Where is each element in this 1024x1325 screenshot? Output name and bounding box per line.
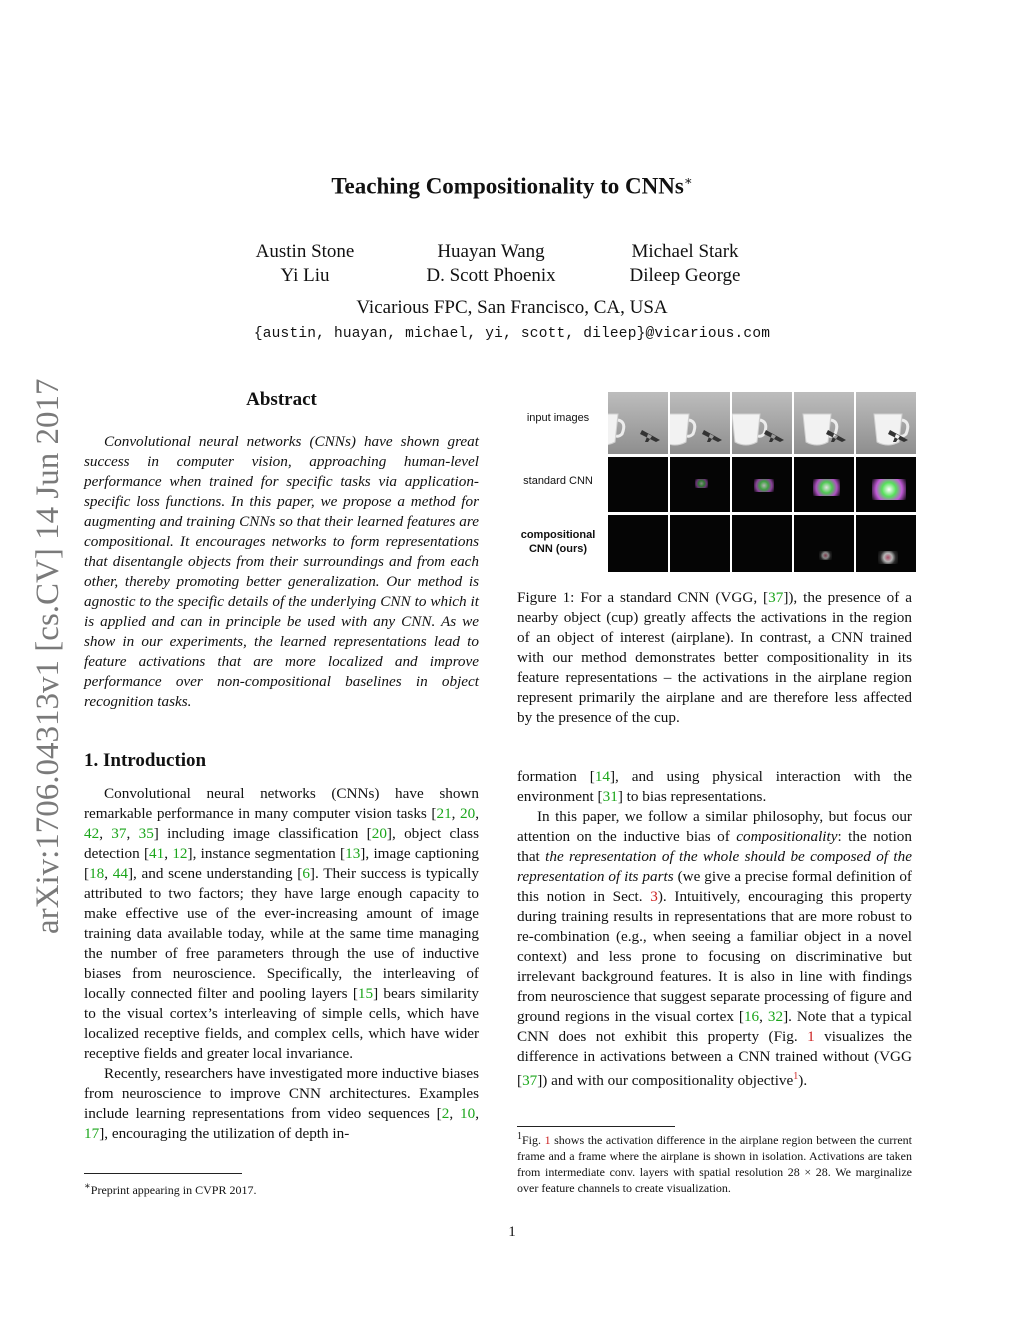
- text-segment: Fig.: [522, 1133, 545, 1147]
- text-segment: ). Intuitively, encouraging this property during training results in representations that are more robust to re-combination (e.g., when seeing a familiar object in a novel context) and less prone to focusing on discriminative but irrelevant background features. It is also in line with findings from neuroscience that suggest separate processing of figure and ground regions in the visual cortex [: [517, 888, 912, 1025]
- standard-cnn-activation-map: [732, 457, 792, 512]
- abstract-body: [84, 432, 479, 712]
- intro-paragraph: [517, 807, 912, 1091]
- activation-blob: [754, 479, 774, 492]
- text-segment: ,: [449, 1105, 461, 1122]
- arxiv-stamp: arXiv:1706.04313v1 [cs.CV] 14 Jun 2017: [30, 378, 66, 934]
- activation-blob: [878, 551, 898, 564]
- activation-blob: [695, 479, 708, 488]
- text-segment: ,: [104, 865, 113, 882]
- text-segment: ] to bias representations.: [617, 788, 767, 805]
- text-segment: ], and using physical interaction with the environment [: [517, 768, 912, 805]
- text-segment: In this paper, we follow a similar philosophy, but focus our attention on the inductive bias of: [517, 808, 912, 845]
- text-segment: ], encouraging the utilization of depth in-: [99, 1125, 350, 1142]
- text-segment: Figure 1: For a standard CNN (VGG, [: [517, 589, 769, 606]
- citation-link[interactable]: 35: [138, 825, 154, 842]
- author-name: Huayan Wang: [437, 241, 545, 262]
- figure-1: [520, 392, 912, 602]
- input-image-thumbnail: [794, 392, 854, 454]
- cross-reference-link[interactable]: 3: [650, 888, 658, 905]
- author-emails: {austin, huayan, michael, yi, scott, dileep}@vicarious.com: [253, 326, 771, 342]
- paper-title: [0, 173, 1024, 200]
- text-segment: ,: [475, 1105, 479, 1122]
- citation-link[interactable]: 42: [84, 825, 100, 842]
- citation-link[interactable]: 20: [460, 805, 476, 822]
- activation-blob: [813, 479, 840, 496]
- footnote-preprint: [84, 1179, 479, 1198]
- footnote-mark: ∗: [84, 1181, 91, 1192]
- input-image-thumbnail: [608, 392, 668, 454]
- citation-link[interactable]: 44: [112, 865, 128, 882]
- caption-text: [517, 588, 912, 728]
- title-footnote-mark: ∗: [683, 173, 693, 188]
- citation-link[interactable]: 6: [302, 865, 310, 882]
- standard-cnn-activation-map: [670, 457, 730, 512]
- text-segment: : the notion that: [517, 828, 912, 865]
- text-segment: visualizes the difference in activations between a CNN trained without (VGG [: [517, 1028, 912, 1090]
- text-segment: ]. Note that a typical CNN does not exhibit this property (Fig.: [517, 1008, 912, 1045]
- text-segment: ,: [451, 805, 461, 822]
- intro-paragraph: [84, 1064, 479, 1144]
- text-segment: shows the activation difference in the airplane region between the current frame and a frame where the airplane is shown in isolation. Activations are taken from intermediate conv. layers with spatial resolution 28 × 28. We marginalize over feature channels to create visualization.: [517, 1133, 912, 1195]
- citation-link[interactable]: 21: [436, 805, 452, 822]
- citation-link[interactable]: 12: [172, 845, 188, 862]
- author-name: Dileep George: [629, 265, 741, 286]
- input-image-thumbnail: [670, 392, 730, 454]
- citation-link[interactable]: 37: [522, 1072, 538, 1090]
- citation-link[interactable]: 18: [89, 865, 105, 882]
- author-name: D. Scott Phoenix: [426, 265, 556, 286]
- text-segment: ,: [475, 805, 480, 822]
- abstract-text: Convolutional neural networks (CNNs) have shown great success in computer vision, approaching human-level performance when trained for specific tasks via application-specific loss functions. In this paper, we propose a method for augmenting and training CNNs so that their learned features are compositional. It encourages networks to form representations that disentangle objects from their surroundings and from each other, thereby promoting better generalization. Our method is agnostic to the specific details of the underlying CNN to which it is applied and can in principle be used with any CNN. As we show in our experiments, the learned representations lead to feature activations that are more localized and improve performance over non-compositional baselines in object recognition tasks.: [84, 433, 479, 710]
- cross-reference-link[interactable]: 1: [544, 1133, 551, 1147]
- text-segment: ], instance segmentation [: [187, 845, 346, 862]
- introduction-body: [84, 784, 479, 1144]
- text-segment: ], and scene understanding [: [127, 865, 303, 882]
- compositional-cnn-activation-map: [856, 515, 916, 572]
- text-segment: ]) and with our compositionality objective: [537, 1072, 794, 1090]
- text-segment: ], object class detection [: [84, 825, 479, 862]
- text-segment: ] including image classification [: [153, 825, 372, 842]
- text-segment: ], image captioning [: [84, 845, 479, 882]
- footnote-rule: [517, 1126, 675, 1127]
- compositional-cnn-activation-map: [670, 515, 730, 572]
- input-image-thumbnail: [732, 392, 792, 454]
- citation-link[interactable]: 17: [84, 1125, 100, 1142]
- text-segment: ]. Their success is typically attributed to two factors; they have large enough capacity to make effective use of the ever-increasing amount of image training data available today, while at the same time managing the number of free parameters through the use of inductive biases from neuroscience. Specifically, the interleaving of locally connected filter and pooling layers [: [84, 865, 479, 1002]
- text-segment: 1: [517, 1131, 522, 1142]
- standard-cnn-activation-map: [608, 457, 668, 512]
- cross-reference-link[interactable]: 1: [793, 1071, 799, 1082]
- citation-link[interactable]: 31: [602, 788, 618, 805]
- citation-link[interactable]: 14: [594, 768, 610, 785]
- figure-row-label: input images: [526, 412, 590, 424]
- text-segment: ]), the presence of a nearby object (cup) greatly affects the activations in the region of an object of interest (airplane). In contrast, a CNN trained with our method demonstrates better compositionality in its feature representations – the activations in the airplane region represent primarily the airplane and are therefore less affected by the presence of the cup.: [517, 589, 912, 726]
- text-segment: ,: [759, 1008, 768, 1025]
- compositional-cnn-activation-map: [608, 515, 668, 572]
- author-name: Michael Stark: [631, 241, 739, 262]
- citation-link[interactable]: 32: [767, 1008, 784, 1025]
- affiliation: Vicarious FPC, San Francisco, CA, USA: [356, 297, 668, 318]
- introduction-body-continued: [517, 767, 912, 1091]
- text-segment: ,: [164, 845, 173, 862]
- citation-link[interactable]: 37: [111, 825, 127, 842]
- figure-1-caption: [517, 588, 912, 728]
- citation-link[interactable]: 41: [149, 845, 165, 862]
- standard-cnn-activation-map: [856, 457, 916, 512]
- page-number: 1: [508, 1224, 516, 1240]
- cross-reference-link[interactable]: 1: [807, 1028, 815, 1045]
- footnote-text: [517, 1133, 912, 1195]
- footnote-fig1: [517, 1129, 912, 1196]
- figure-row-label: compositional CNN (ours): [520, 529, 596, 555]
- author-name: Yi Liu: [280, 265, 330, 286]
- citation-link[interactable]: 20: [371, 825, 387, 842]
- text-segment: ,: [126, 825, 139, 842]
- section-heading-introduction: 1. Introduction: [84, 750, 207, 771]
- activation-blob: [819, 551, 832, 560]
- text-segment: ,: [99, 825, 112, 842]
- intro-paragraph: [84, 784, 479, 1064]
- text-segment: (we give a precise formal definition of this notion in Sect.: [517, 868, 912, 905]
- text-segment: Recently, researchers have investigated more inductive biases from neuroscience to improve CNN architectures. Examples include learning representations from video sequences [: [84, 1065, 479, 1122]
- figure-row-label: standard CNN: [523, 475, 593, 487]
- citation-link[interactable]: 16: [743, 1008, 760, 1025]
- emphasis-text: the representation of the whole should be composed of the representation of its parts: [517, 848, 912, 885]
- citation-link[interactable]: 15: [357, 985, 374, 1002]
- intro-paragraph: [517, 767, 912, 807]
- compositional-cnn-activation-map: [794, 515, 854, 572]
- compositional-cnn-activation-map: [732, 515, 792, 572]
- footnote-rule: [84, 1173, 242, 1174]
- citation-link[interactable]: 37: [768, 589, 784, 606]
- text-segment: ] bears similarity to the visual cortex’s interleaving of simple cells, which have localized receptive fields, and complex cells, which have wider receptive fields and greater local invariance.: [84, 985, 479, 1062]
- footnote-text: Preprint appearing in CVPR 2017.: [90, 1183, 257, 1197]
- author-name: Austin Stone: [255, 241, 355, 262]
- text-segment: Convolutional neural networks (CNNs) have shown remarkable performance in many computer vision tasks [: [84, 785, 479, 822]
- citation-link[interactable]: 10: [460, 1105, 476, 1122]
- paper-title-text: Teaching Compositionality to CNNs: [331, 173, 684, 199]
- citation-link[interactable]: 13: [345, 845, 361, 862]
- citation-link[interactable]: 2: [441, 1105, 450, 1122]
- standard-cnn-activation-map: [794, 457, 854, 512]
- text-segment: ).: [798, 1072, 808, 1090]
- input-image-thumbnail: [856, 392, 916, 454]
- activation-blob: [872, 479, 906, 500]
- abstract-heading: Abstract: [246, 389, 317, 410]
- text-segment: formation [: [517, 768, 595, 785]
- emphasis-text: compositionality: [736, 828, 838, 845]
